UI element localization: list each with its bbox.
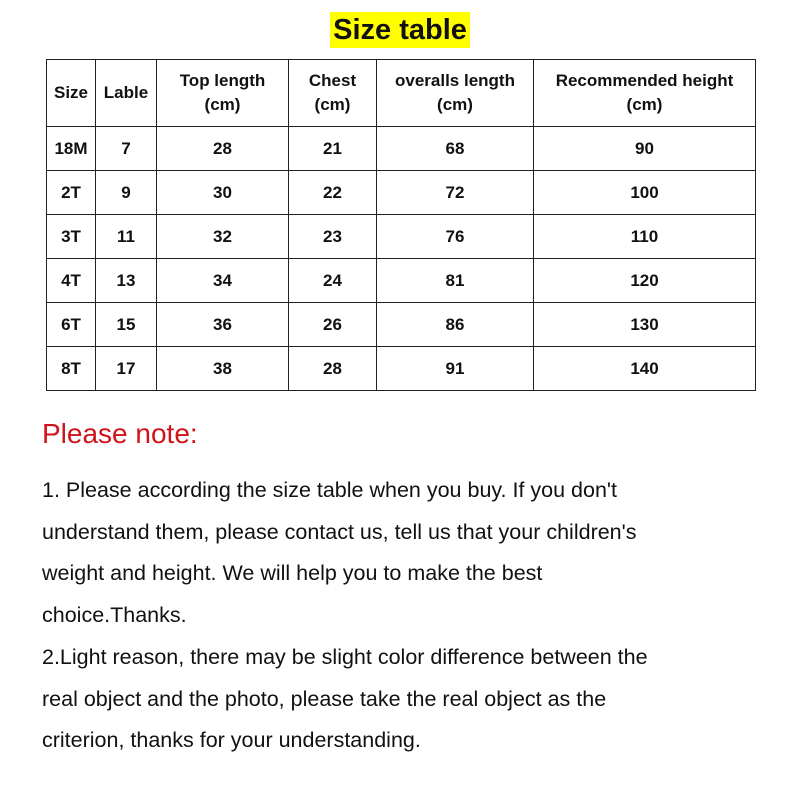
table-header-cell: Recommended height (cm) — [534, 60, 756, 127]
table-cell: 6T — [47, 303, 96, 347]
table-header-row — [47, 60, 756, 127]
table-cell: 4T — [47, 259, 96, 303]
table-cell: 26 — [289, 303, 377, 347]
table-cell: 13 — [96, 259, 157, 303]
table-row — [47, 127, 756, 171]
table-cell: 130 — [534, 303, 756, 347]
table-cell: 36 — [157, 303, 289, 347]
table-cell: 24 — [289, 259, 377, 303]
title-wrapper — [0, 12, 800, 48]
table-cell: 3T — [47, 215, 96, 259]
table-cell: 15 — [96, 303, 157, 347]
table-cell: 17 — [96, 347, 157, 391]
table-header-cell: overalls length (cm) — [377, 60, 534, 127]
table-header-cell: Size — [47, 60, 96, 127]
table-cell: 8T — [47, 347, 96, 391]
table-cell: 2T — [47, 171, 96, 215]
table-cell: 32 — [157, 215, 289, 259]
table-cell: 28 — [289, 347, 377, 391]
table-cell: 90 — [534, 127, 756, 171]
table-body — [47, 127, 756, 391]
table-row — [47, 303, 756, 347]
table-cell: 68 — [377, 127, 534, 171]
table-cell: 21 — [289, 127, 377, 171]
table-cell: 91 — [377, 347, 534, 391]
table-cell: 110 — [534, 215, 756, 259]
page-title: Size table — [330, 12, 470, 48]
table-cell: 38 — [157, 347, 289, 391]
table-cell: 11 — [96, 215, 157, 259]
table-cell: 7 — [96, 127, 157, 171]
note-heading: Please note: — [42, 418, 198, 449]
table-cell: 22 — [289, 171, 377, 215]
table-header-cell: Chest (cm) — [289, 60, 377, 127]
table-cell: 23 — [289, 215, 377, 259]
table-cell: 100 — [534, 171, 756, 215]
table-cell: 28 — [157, 127, 289, 171]
table-cell: 34 — [157, 259, 289, 303]
table-cell: 30 — [157, 171, 289, 215]
table-header-cell: Lable — [96, 60, 157, 127]
table-cell: 9 — [96, 171, 157, 215]
table-row — [47, 215, 756, 259]
table-cell: 72 — [377, 171, 534, 215]
size-table — [46, 59, 756, 391]
table-cell: 86 — [377, 303, 534, 347]
table-cell: 120 — [534, 259, 756, 303]
note-item: 2.Light reason, there may be slight color difference between the real object and the photo, please take the real object as the criterion, thanks for your understanding. — [42, 645, 648, 752]
table-cell: 81 — [377, 259, 534, 303]
table-cell: 140 — [534, 347, 756, 391]
table-cell: 18M — [47, 127, 96, 171]
table-cell: 76 — [377, 215, 534, 259]
note-item: 1. Please according the size table when you buy. If you don't understand them, please contact us, tell us that your children's weight and height. We will help you to make the best choice.Thanks. — [42, 478, 637, 627]
table-row — [47, 171, 756, 215]
table-row — [47, 259, 756, 303]
table-header-cell: Top length (cm) — [157, 60, 289, 127]
table-row — [47, 347, 756, 391]
